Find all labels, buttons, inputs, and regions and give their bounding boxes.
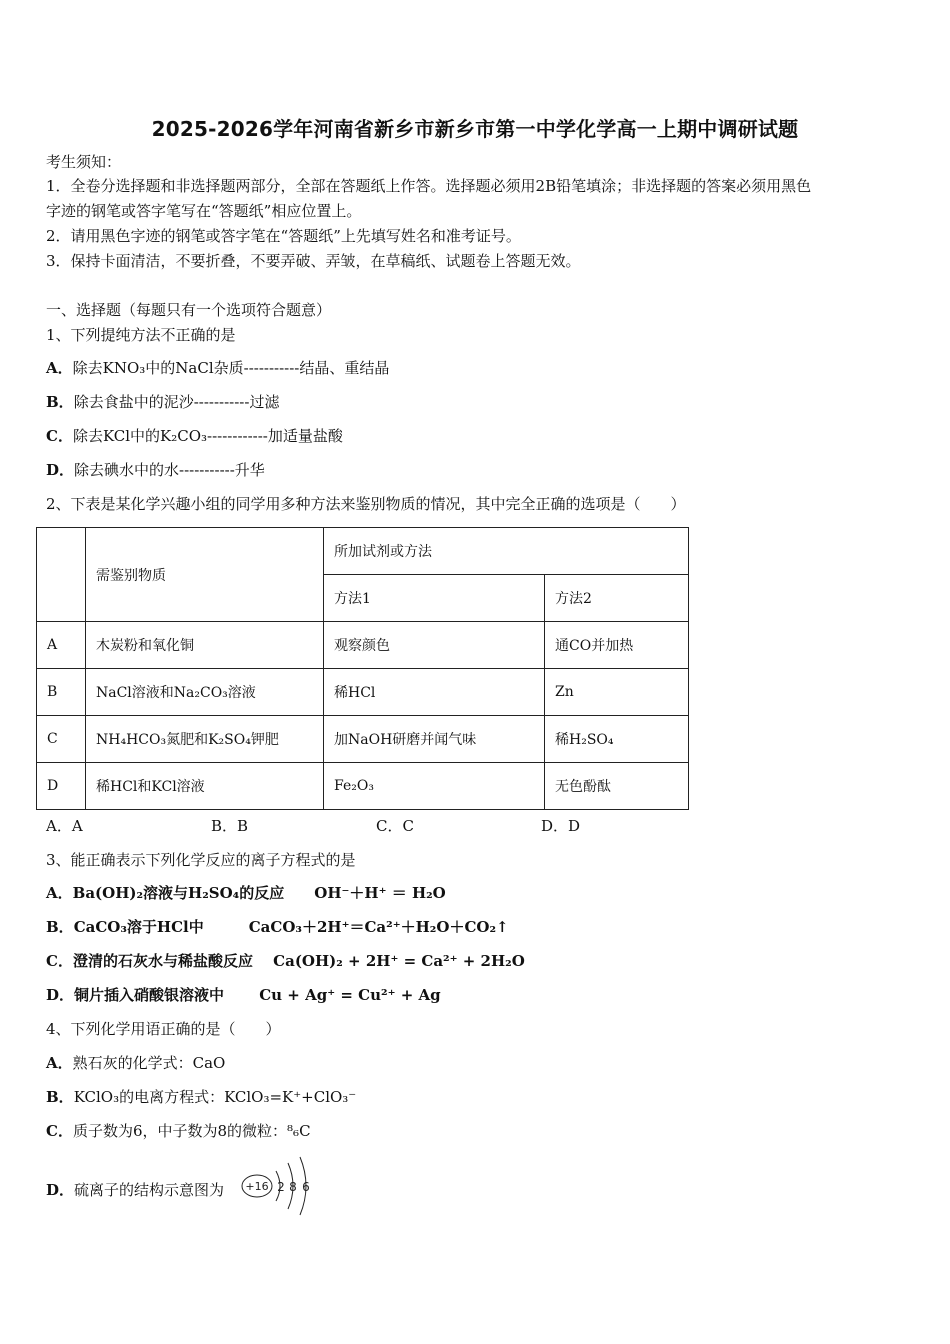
row-method-2: Zn	[545, 669, 689, 716]
notice-item-2: 2．请用黑色字迹的钢笔或答字笔在“答题纸”上先填写姓名和准考证号。	[46, 227, 521, 245]
option-text: 硫离子的结构示意图为	[74, 1181, 225, 1199]
option-text: CaCO₃溶于HCl中 CaCO₃＋2H⁺＝Ca²⁺＋H₂O＋CO₂↑	[73, 918, 509, 936]
identification-table	[36, 527, 689, 810]
question-1-stem: 1、下列提纯方法不正确的是	[46, 326, 236, 344]
option-label: D．	[46, 461, 75, 479]
question-4-stem: 4、下列化学用语正确的是（ ）	[46, 1020, 281, 1038]
table-header-substance: 需鉴别物质	[86, 528, 324, 622]
table-header-method: 所加试剂或方法	[324, 528, 689, 575]
question-4-option-a	[46, 1051, 225, 1076]
option-text: 澄清的石灰水与稀盐酸反应 Ca(OH)₂ + 2H⁺ = Ca²⁺ + 2H₂O	[72, 952, 525, 970]
question-3-option-b	[46, 915, 509, 940]
table-row	[37, 763, 689, 810]
row-substance: NH₄HCO₃氮肥和K₂SO₄钾肥	[86, 716, 324, 763]
option-text: 除去碘水中的水-----------升华	[74, 461, 265, 479]
row-method-1: 稀HCl	[324, 669, 545, 716]
row-substance: NaCl溶液和Na₂CO₃溶液	[86, 669, 324, 716]
question-3-option-d	[46, 983, 441, 1008]
row-method-2: 无色酚酞	[545, 763, 689, 810]
table-header-method-2: 方法2	[545, 575, 689, 622]
option-label: C．	[46, 1122, 73, 1140]
option-text: 熟石灰的化学式：CaO	[72, 1054, 226, 1072]
option-label: C．	[46, 427, 73, 445]
row-key: B	[37, 669, 86, 716]
table-row	[37, 716, 689, 763]
option-text: 质子数为6，中子数为8的微粒：⁸₆C	[72, 1122, 311, 1140]
row-substance: 木炭粉和氧化铜	[86, 622, 324, 669]
question-2-stem: 2、下表是某化学兴趣小组的同学用多种方法来鉴别物质的情况，其中完全正确的选项是（ ）	[46, 495, 686, 513]
notice-item-3: 3．保持卡面清洁，不要折叠，不要弄破、弄皱，在草稿纸、试题卷上答题无效。	[46, 252, 581, 270]
row-method-1: 观察颜色	[324, 622, 545, 669]
option-label: A．	[46, 359, 73, 377]
option-label: C．	[46, 952, 73, 970]
table-row	[37, 669, 689, 716]
notice-item-1-cont: 字迹的钢笔或答字笔写在“答题纸”相应位置上。	[46, 202, 362, 220]
option-label: B．	[46, 1088, 74, 1106]
row-key: A	[37, 622, 86, 669]
question-1-option-a	[46, 356, 389, 381]
section-heading: 一、选择题（每题只有一个选项符合题意）	[46, 301, 332, 319]
notice-heading: 考生须知：	[46, 153, 122, 171]
row-key: C	[37, 716, 86, 763]
question-4-option-c	[46, 1119, 311, 1144]
option-text: 除去KNO₃中的NaCl杂质-----------结晶、重结晶	[72, 359, 390, 377]
shell-electrons-2: 8	[289, 1180, 297, 1194]
option-text: Ba(OH)₂溶液与H₂SO₄的反应 OH⁻＋H⁺ ＝ H₂O	[72, 884, 446, 902]
row-method-2: 稀H₂SO₄	[545, 716, 689, 763]
question-3-option-c	[46, 949, 525, 974]
choice-a: A．A	[46, 817, 83, 835]
shell-electrons-3: 6	[302, 1180, 310, 1194]
table-header-method-1: 方法1	[324, 575, 545, 622]
notice-item-1: 1．全卷分选择题和非选择题两部分，全部在答题纸上作答。选择题必须用2B铅笔填涂；非选择题的答案必须用黑色	[46, 177, 812, 195]
option-text: 除去KCl中的K₂CO₃------------加适量盐酸	[72, 427, 343, 445]
sulfide-ion-structure-diagram	[240, 1155, 320, 1217]
option-label: B．	[46, 393, 74, 411]
option-label: A．	[46, 884, 73, 902]
question-1-option-b	[46, 390, 279, 415]
option-label: D．	[46, 986, 75, 1004]
question-4-option-d	[46, 1178, 224, 1203]
question-1-option-d	[46, 458, 265, 483]
choice-b: B．B	[211, 817, 249, 835]
shell-electrons-1: 2	[277, 1180, 285, 1194]
row-method-1: Fe₂O₃	[324, 763, 545, 810]
row-method-2: 通CO并加热	[545, 622, 689, 669]
option-text: KClO₃的电离方程式：KClO₃=K⁺+ClO₃⁻	[73, 1088, 357, 1106]
question-3-stem: 3、能正确表示下列化学反应的离子方程式的是	[46, 851, 356, 869]
question-3-option-a	[46, 881, 446, 906]
row-key: D	[37, 763, 86, 810]
option-text: 除去食盐中的泥沙-----------过滤	[73, 393, 280, 411]
question-4-option-b	[46, 1085, 356, 1110]
option-text: 铜片插入硝酸银溶液中 Cu + Ag⁺ = Cu²⁺ + Ag	[74, 986, 441, 1004]
row-method-1: 加NaOH研磨并闻气味	[324, 716, 545, 763]
table-corner-cell	[37, 528, 86, 622]
option-label: B．	[46, 918, 74, 936]
option-label: D．	[46, 1181, 75, 1199]
choice-d: D．D	[541, 817, 581, 835]
nucleus-charge: +16	[245, 1180, 269, 1193]
question-1-option-c	[46, 424, 343, 449]
choice-c: C．C	[376, 817, 414, 835]
row-substance: 稀HCl和KCl溶液	[86, 763, 324, 810]
option-label: A．	[46, 1054, 73, 1072]
table-row	[37, 622, 689, 669]
page-title: 2025-2026学年河南省新乡市新乡市第一中学化学高一上期中调研试题	[151, 117, 799, 141]
